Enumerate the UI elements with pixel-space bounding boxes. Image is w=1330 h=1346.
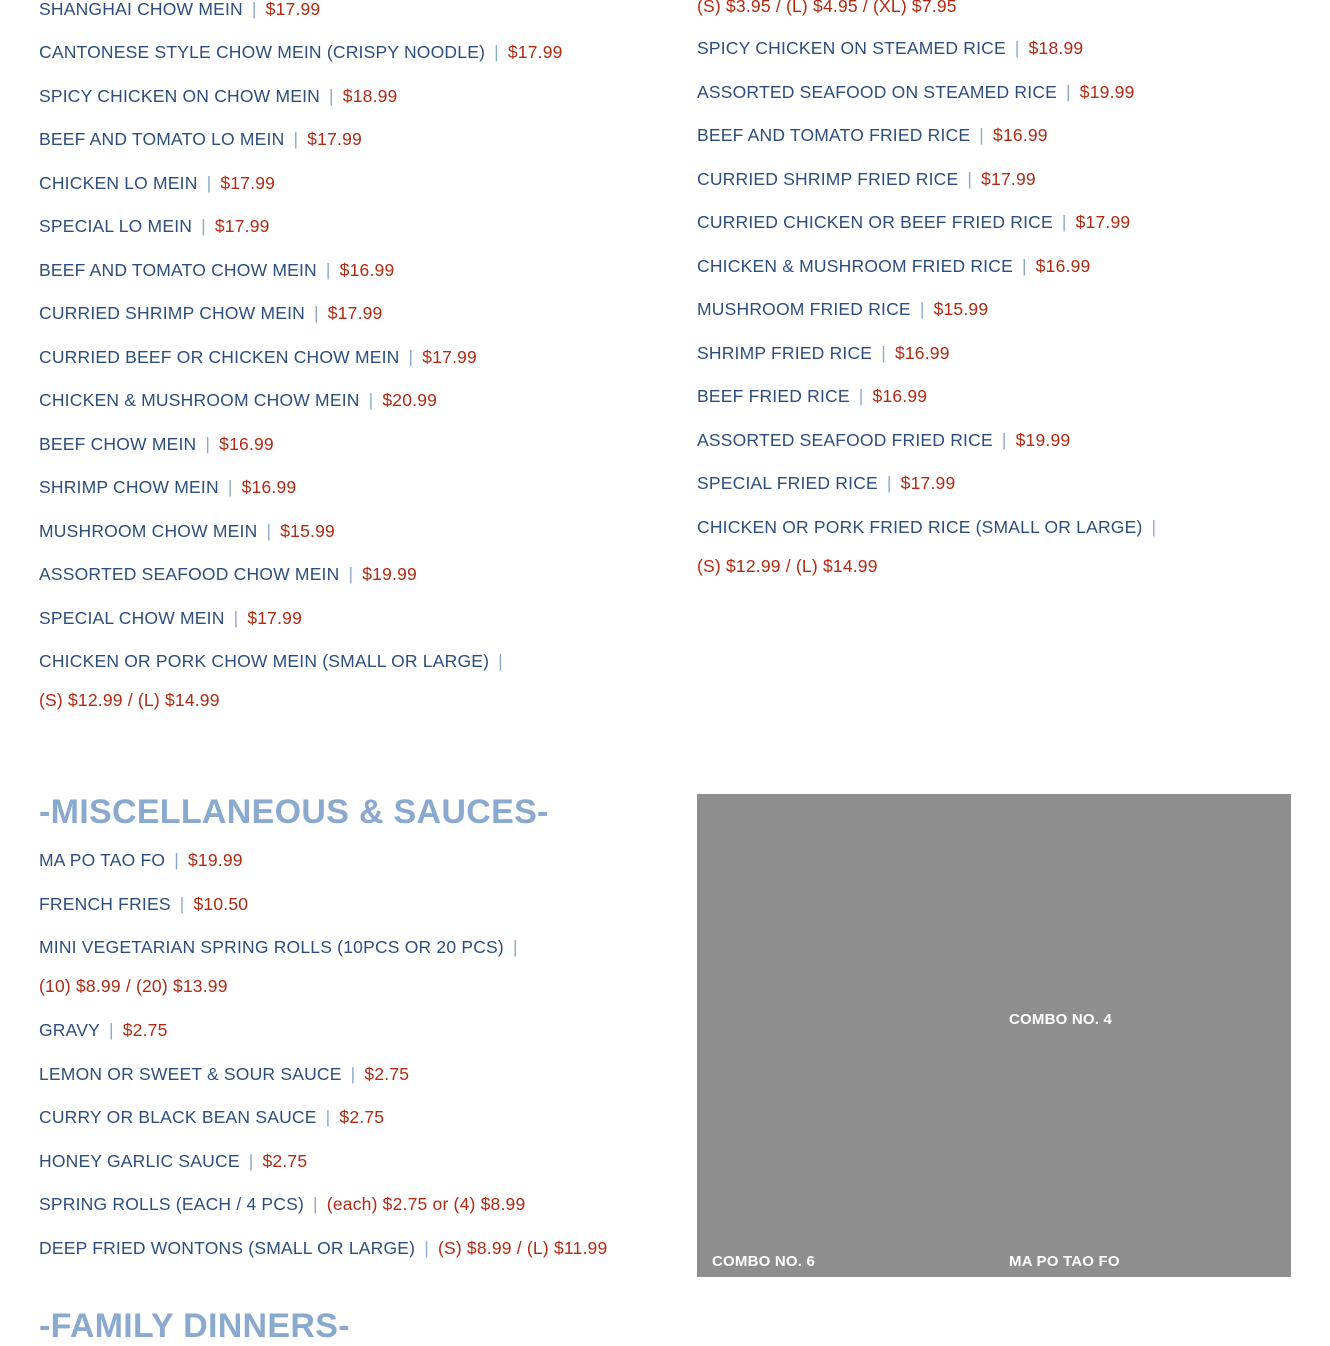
menu-item-price: $16.99 xyxy=(339,260,395,280)
price-separator: | xyxy=(1151,517,1157,537)
price-separator: | xyxy=(201,216,206,236)
price-separator: | xyxy=(1066,82,1071,102)
price-separator: | xyxy=(858,386,864,406)
price-separator: | xyxy=(408,347,414,367)
menu-item-price: $17.99 xyxy=(900,473,956,493)
menu-item-name: SHRIMP FRIED RICE xyxy=(697,343,873,363)
menu-item xyxy=(39,606,302,630)
menu-item xyxy=(697,297,988,321)
menu-item-price: (S) $3.95 / (L) $4.95 / (XL) $7.95 xyxy=(697,0,957,16)
price-separator: | xyxy=(1021,256,1027,276)
gallery-caption-ma-po-tao-fo: MA PO TAO FO xyxy=(1009,1253,1120,1270)
menu-item-name: MA PO TAO FO xyxy=(39,850,166,870)
menu-item-price: $2.75 xyxy=(364,1064,410,1084)
price-separator: | xyxy=(1014,38,1020,58)
misc-sauces-heading: -MISCELLANEOUS & SAUCES- xyxy=(39,793,549,831)
menu-item-name: SPRING ROLLS (EACH / 4 PCS) xyxy=(39,1194,305,1214)
price-separator: | xyxy=(251,0,257,19)
menu-item-price: $16.99 xyxy=(993,125,1048,145)
menu-item-price: $19.99 xyxy=(187,850,243,870)
menu-item-name: BEEF FRIED RICE xyxy=(697,386,850,406)
menu-item xyxy=(697,428,1070,452)
price-separator: | xyxy=(233,608,239,628)
menu-item-name: CANTONESE STYLE CHOW MEIN (CRISPY NOODLE) xyxy=(39,42,486,62)
menu-item-price: $17.99 xyxy=(1075,212,1131,232)
menu-item-price: $19.99 xyxy=(362,564,417,584)
menu-item-price: $16.99 xyxy=(219,434,274,454)
menu-item xyxy=(39,562,417,586)
menu-item-price: (10) $8.99 / (20) $13.99 xyxy=(39,976,228,996)
menu-item-name: CHICKEN OR PORK FRIED RICE (SMALL OR LARGE) xyxy=(697,517,1143,537)
menu-item xyxy=(39,127,362,151)
menu-item-name: SPECIAL CHOW MEIN xyxy=(39,608,225,628)
menu-item xyxy=(39,1018,168,1042)
gallery-caption-combo-4: COMBO NO. 4 xyxy=(1009,1011,1113,1028)
menu-item xyxy=(39,935,527,998)
price-separator: | xyxy=(498,651,503,671)
menu-item-name: SHANGHAI CHOW MEIN xyxy=(39,0,243,19)
menu-item xyxy=(39,432,274,456)
menu-item xyxy=(39,1149,307,1173)
family-dinners-heading: -FAMILY DINNERS- xyxy=(39,1307,350,1345)
menu-item-price: $15.99 xyxy=(280,521,335,541)
menu-item xyxy=(697,384,927,408)
menu-item-name: CHICKEN LO MEIN xyxy=(39,173,198,193)
menu-item xyxy=(697,0,957,18)
menu-item-name: DEEP FRIED WONTONS (SMALL OR LARGE) xyxy=(39,1238,416,1258)
menu-item-price: $19.99 xyxy=(1015,430,1071,450)
price-separator: | xyxy=(512,937,518,957)
menu-item-price: $20.99 xyxy=(382,390,438,410)
menu-item-price: (S) $12.99 / (L) $14.99 xyxy=(39,690,220,710)
menu-item xyxy=(697,254,1090,278)
price-separator: | xyxy=(325,1107,331,1127)
price-separator: | xyxy=(325,260,331,280)
menu-item xyxy=(39,84,398,108)
menu-item xyxy=(39,475,296,499)
price-separator: | xyxy=(368,390,374,410)
menu-item-price: $2.75 xyxy=(339,1107,385,1127)
price-separator: | xyxy=(348,564,354,584)
menu-item-name: GRAVY xyxy=(39,1020,100,1040)
menu-item-price: $17.99 xyxy=(220,173,276,193)
price-separator: | xyxy=(108,1020,114,1040)
menu-item-price: (S) $8.99 / (L) $11.99 xyxy=(437,1238,608,1258)
menu-item-name: HONEY GARLIC SAUCE xyxy=(39,1151,240,1171)
price-separator: | xyxy=(248,1151,254,1171)
menu-item-name: CHICKEN OR PORK CHOW MEIN (SMALL OR LARGE) xyxy=(39,651,490,671)
menu-item-name: BEEF AND TOMATO FRIED RICE xyxy=(697,125,971,145)
menu-item-name: CURRIED BEEF OR CHICKEN CHOW MEIN xyxy=(39,347,400,367)
price-separator: | xyxy=(206,173,212,193)
menu-item-price: $2.75 xyxy=(262,1151,308,1171)
menu-item-price: $16.99 xyxy=(1035,256,1091,276)
menu-item-name: CHICKEN & MUSHROOM CHOW MEIN xyxy=(39,390,360,410)
menu-item-price: $10.50 xyxy=(193,894,249,914)
menu-item-price: $17.99 xyxy=(327,303,383,323)
menu-item xyxy=(39,214,270,238)
menu-item-price: $2.75 xyxy=(122,1020,168,1040)
menu-item-price: $16.99 xyxy=(894,343,950,363)
menu-item-name: ASSORTED SEAFOOD ON STEAMED RICE xyxy=(697,82,1058,102)
price-separator: | xyxy=(227,477,233,497)
gallery-caption-combo-6: COMBO NO. 6 xyxy=(712,1253,816,1270)
menu-item xyxy=(39,301,383,325)
menu-item-name: BEEF CHOW MEIN xyxy=(39,434,197,454)
price-separator: | xyxy=(1001,430,1007,450)
menu-item xyxy=(39,649,512,712)
price-separator: | xyxy=(494,42,499,62)
menu-item xyxy=(697,471,955,495)
menu-item xyxy=(697,123,1048,147)
menu-item-name: SPICY CHICKEN ON STEAMED RICE xyxy=(697,38,1006,58)
menu-item-price: (each) $2.75 or (4) $8.99 xyxy=(326,1194,526,1214)
menu-item-name: SPICY CHICKEN ON CHOW MEIN xyxy=(39,86,321,106)
price-separator: | xyxy=(179,894,185,914)
menu-item-price: $17.99 xyxy=(307,129,362,149)
menu-item-price: $18.99 xyxy=(1028,38,1084,58)
price-separator: | xyxy=(205,434,211,454)
price-separator: | xyxy=(424,1238,429,1258)
menu-item-name: FRENCH FRIES xyxy=(39,894,171,914)
menu-item xyxy=(697,210,1130,234)
menu-item xyxy=(39,848,243,872)
price-separator: | xyxy=(919,299,925,319)
menu-item xyxy=(697,167,1036,191)
menu-item-name: MUSHROOM FRIED RICE xyxy=(697,299,911,319)
menu-item-price: $17.99 xyxy=(247,608,303,628)
price-separator: | xyxy=(967,169,973,189)
menu-item-name: MUSHROOM CHOW MEIN xyxy=(39,521,258,541)
menu-item xyxy=(39,1062,409,1086)
menu-item xyxy=(39,519,335,543)
menu-item-price: (S) $12.99 / (L) $14.99 xyxy=(697,556,878,576)
menu-item xyxy=(39,40,563,64)
price-separator: | xyxy=(881,343,886,363)
menu-item-name: CURRIED CHICKEN OR BEEF FRIED RICE xyxy=(697,212,1053,232)
price-separator: | xyxy=(329,86,334,106)
menu-item-price: $18.99 xyxy=(342,86,398,106)
menu-item xyxy=(39,1192,525,1216)
menu-item xyxy=(39,345,477,369)
price-separator: | xyxy=(886,473,892,493)
price-separator: | xyxy=(313,1194,318,1214)
menu-item-name: LEMON OR SWEET & SOUR SAUCE xyxy=(39,1064,342,1084)
price-separator: | xyxy=(350,1064,356,1084)
menu-item-name: SPECIAL FRIED RICE xyxy=(697,473,878,493)
menu-item xyxy=(39,171,275,195)
menu-item-name: CURRIED SHRIMP FRIED RICE xyxy=(697,169,959,189)
menu-item-price: $19.99 xyxy=(1079,82,1135,102)
menu-item-name: CURRIED SHRIMP CHOW MEIN xyxy=(39,303,306,323)
price-separator: | xyxy=(1061,212,1067,232)
menu-item xyxy=(39,0,320,21)
menu-item-name: CURRY OR BLACK BEAN SAUCE xyxy=(39,1107,317,1127)
menu-item xyxy=(39,258,394,282)
menu-item-name: BEEF AND TOMATO CHOW MEIN xyxy=(39,260,317,280)
menu-item-price: $16.99 xyxy=(872,386,928,406)
menu-item xyxy=(39,1105,384,1129)
menu-item-price: $17.99 xyxy=(981,169,1036,189)
menu-item-name: SHRIMP CHOW MEIN xyxy=(39,477,219,497)
menu-item-name: MINI VEGETARIAN SPRING ROLLS (10PCS OR 20 PCS) xyxy=(39,937,504,957)
menu-item xyxy=(39,1236,607,1260)
menu-item-price: $17.99 xyxy=(265,0,321,19)
price-separator: | xyxy=(266,521,272,541)
menu-item xyxy=(39,892,248,916)
price-separator: | xyxy=(293,129,299,149)
menu-item-name: ASSORTED SEAFOOD FRIED RICE xyxy=(697,430,993,450)
menu-item-price: $17.99 xyxy=(214,216,270,236)
menu-item-price: $17.99 xyxy=(422,347,477,367)
menu-item-name: ASSORTED SEAFOOD CHOW MEIN xyxy=(39,564,340,584)
menu-item-name: BEEF AND TOMATO LO MEIN xyxy=(39,129,285,149)
menu-item-name: SPECIAL LO MEIN xyxy=(39,216,193,236)
menu-item-name: CHICKEN & MUSHROOM FRIED RICE xyxy=(697,256,1013,276)
menu-item-price: $15.99 xyxy=(933,299,989,319)
menu-item xyxy=(39,388,437,412)
menu-item-price: $16.99 xyxy=(241,477,297,497)
price-separator: | xyxy=(979,125,985,145)
menu-item-price: $17.99 xyxy=(507,42,563,62)
menu-item xyxy=(697,515,1165,578)
photo-gallery[interactable] xyxy=(697,794,1291,1277)
menu-item xyxy=(697,36,1083,60)
price-separator: | xyxy=(174,850,179,870)
menu-item xyxy=(697,80,1135,104)
menu-item xyxy=(697,341,950,365)
price-separator: | xyxy=(314,303,319,323)
